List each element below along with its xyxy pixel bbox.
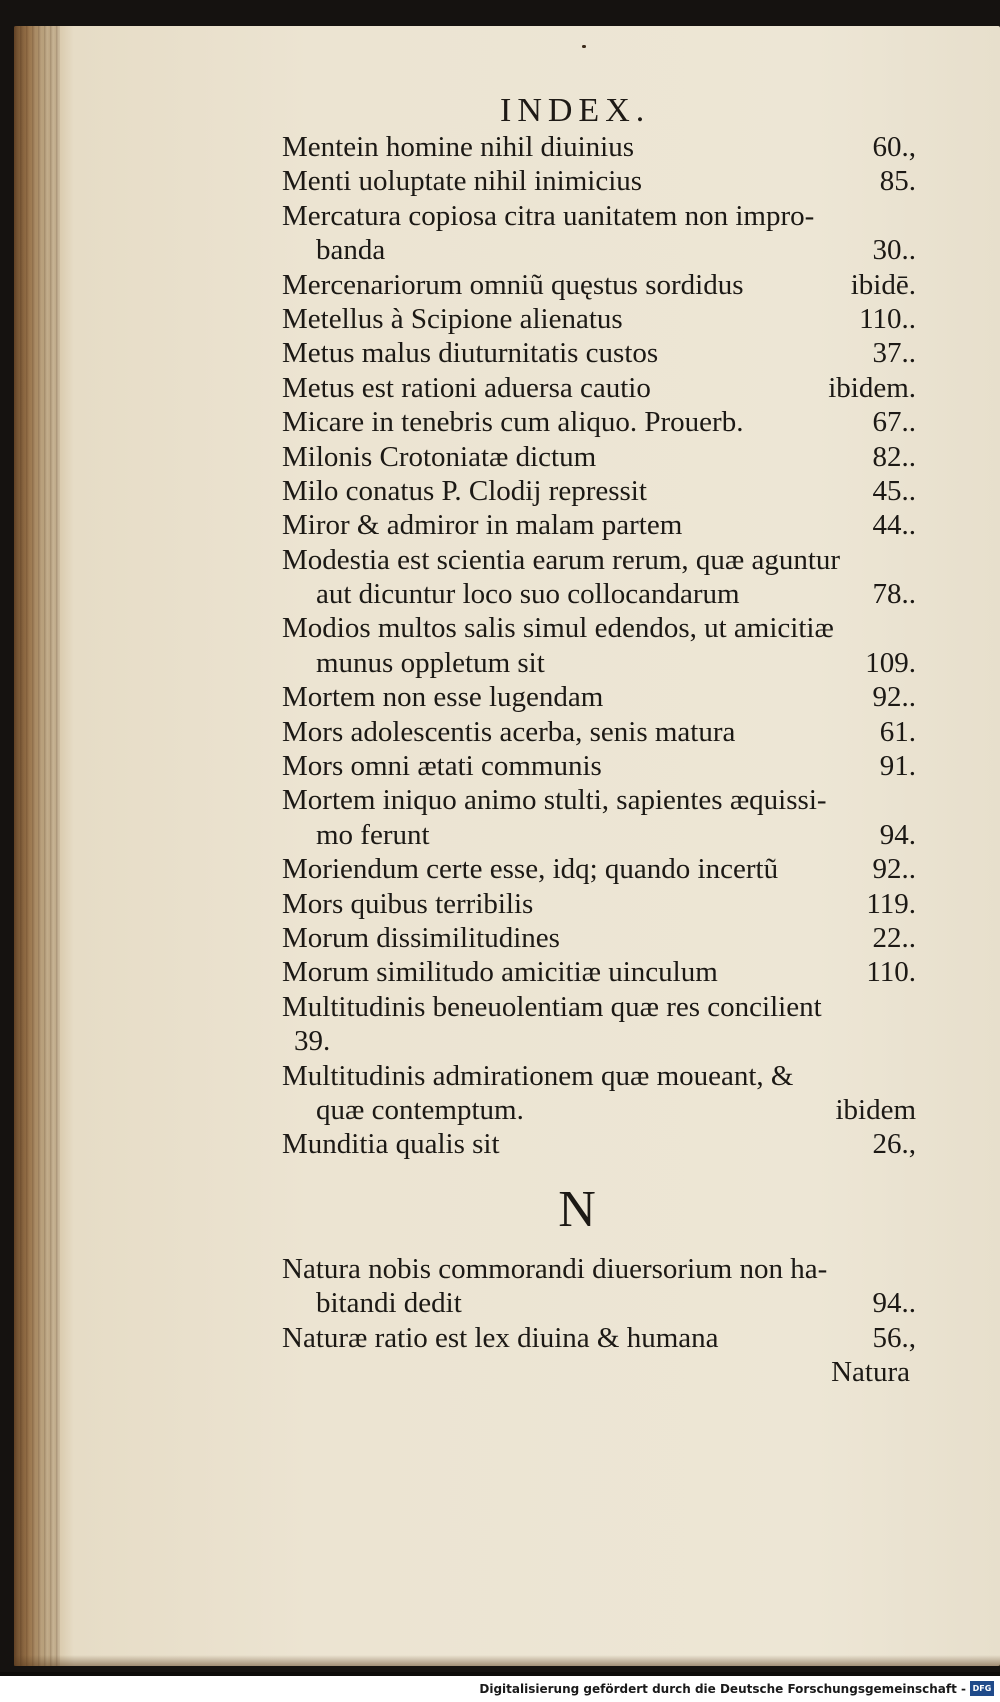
entry-text: Mercenariorum omniũ quęstus sordidus bbox=[282, 268, 744, 301]
page-reference: 91. bbox=[879, 750, 916, 783]
entry-continuation-line bbox=[282, 577, 922, 611]
entry-line bbox=[282, 405, 922, 439]
page-reference: ibidem. bbox=[828, 371, 916, 404]
entry-text: Milo conatus P. Clodij repressit bbox=[282, 474, 647, 507]
index-entry bbox=[282, 543, 922, 612]
catchword: Natura bbox=[831, 1355, 910, 1388]
entry-text: Milonis Crotoniatæ dictum bbox=[282, 440, 597, 473]
index-entry bbox=[282, 405, 922, 439]
entry-line bbox=[282, 1321, 922, 1355]
index-entry bbox=[282, 715, 922, 749]
index-entry bbox=[282, 1321, 922, 1355]
index-entry bbox=[282, 680, 922, 714]
page-reference: 110. bbox=[866, 956, 916, 989]
entry-continuation-line bbox=[282, 818, 922, 852]
index-entry bbox=[282, 749, 922, 783]
entry-text: Mercatura copiosa citra uanitatem non impro- bbox=[282, 199, 815, 232]
entry-line bbox=[282, 990, 922, 1024]
entry-line bbox=[282, 474, 922, 508]
index-entry bbox=[282, 887, 922, 921]
entry-text: bitandi dedit bbox=[316, 1287, 462, 1320]
entry-continuation-line bbox=[282, 1286, 922, 1320]
page-reference: 82.. bbox=[872, 440, 916, 473]
entry-text: Naturæ ratio est lex diuina & humana bbox=[282, 1321, 719, 1354]
entry-text: banda bbox=[316, 234, 386, 267]
index-entry bbox=[282, 199, 922, 268]
entry-text: Mors omni ætati communis bbox=[282, 750, 602, 783]
page-reference: 67.. bbox=[872, 406, 916, 439]
page-reference: 44.. bbox=[872, 509, 916, 542]
entry-text: munus oppletum sit bbox=[316, 646, 545, 679]
entry-line bbox=[282, 1252, 922, 1286]
running-head: INDEX. bbox=[500, 92, 651, 129]
entry-text: Miror & admiror in malam partem bbox=[282, 509, 683, 542]
page-reference: 92.. bbox=[872, 853, 916, 886]
entry-text: Menti uoluptate nihil inimicius bbox=[282, 165, 643, 198]
entry-line bbox=[282, 783, 922, 817]
entry-text: aut dicuntur loco suo collocandarum bbox=[316, 578, 740, 611]
entry-line bbox=[282, 611, 922, 645]
index-entry bbox=[282, 990, 922, 1059]
index-entry bbox=[282, 474, 922, 508]
entry-text: Mors adolescentis acerba, senis matura bbox=[282, 715, 736, 748]
page-reference: 45.. bbox=[872, 474, 916, 507]
page-reference: 30.. bbox=[872, 234, 916, 267]
entry-text: quæ contemptum. bbox=[316, 1093, 524, 1126]
entries-letter-m bbox=[282, 130, 922, 1162]
entry-line bbox=[282, 680, 922, 714]
entries-letter-n bbox=[282, 1252, 922, 1355]
index-entry bbox=[282, 302, 922, 336]
entry-line bbox=[282, 440, 922, 474]
page-reference: 78.. bbox=[872, 578, 916, 611]
entry-line bbox=[282, 852, 922, 886]
entry-text: Metus malus diuturnitatis custos bbox=[282, 337, 659, 370]
page-reference: 92.. bbox=[872, 681, 916, 714]
entry-text: Mortem non esse lugendam bbox=[282, 681, 604, 714]
index-entries bbox=[282, 130, 922, 1389]
section-letter: N bbox=[558, 1180, 596, 1238]
index-entry bbox=[282, 268, 922, 302]
page-reference: 119. bbox=[866, 887, 916, 920]
entry-line bbox=[282, 887, 922, 921]
entry-text: Modestia est scientia earum rerum, quæ aguntur bbox=[282, 543, 841, 576]
entry-text: Multitudinis admirationem quæ moueant, & bbox=[282, 1059, 794, 1092]
entry-line bbox=[282, 749, 922, 783]
entry-line bbox=[282, 371, 922, 405]
entry-line bbox=[282, 508, 922, 542]
entry-continuation-line bbox=[282, 233, 922, 267]
page-reference: 26., bbox=[872, 1128, 916, 1161]
entry-text: Mortem iniquo animo stulti, sapientes æquissi- bbox=[282, 784, 827, 817]
entry-line bbox=[282, 955, 922, 989]
entry-text: Modios multos salis simul edendos, ut amicitiæ bbox=[282, 612, 834, 645]
entry-text: Metellus à Scipione alienatus bbox=[282, 302, 623, 335]
footer-credit: Digitalisierung gefördert durch die Deutsche Forschungsgemeinschaft - bbox=[479, 1682, 966, 1696]
page-reference: 94. bbox=[879, 818, 916, 851]
entry-text: Munditia qualis sit bbox=[282, 1128, 500, 1161]
page-reference: 94.. bbox=[872, 1287, 916, 1320]
index-entry bbox=[282, 611, 922, 680]
dfg-logo: DFG bbox=[970, 1681, 994, 1696]
entry-text: mo ferunt bbox=[316, 818, 430, 851]
entry-text: Morum similitudo amicitiæ uinculum bbox=[282, 956, 718, 989]
index-entry bbox=[282, 1127, 922, 1161]
entry-line bbox=[282, 543, 922, 577]
index-entry bbox=[282, 164, 922, 198]
page-gutter-edge bbox=[14, 26, 60, 1666]
entry-line bbox=[282, 164, 922, 198]
entry-line bbox=[282, 302, 922, 336]
page-reference: 61. bbox=[879, 715, 916, 748]
index-entry bbox=[282, 783, 922, 852]
index-entry bbox=[282, 440, 922, 474]
page-reference: ibidem bbox=[835, 1093, 916, 1126]
entry-line bbox=[282, 1059, 922, 1093]
entry-line bbox=[282, 336, 922, 370]
entry-continuation-line bbox=[282, 1024, 922, 1058]
entry-text: Natura nobis commorandi diuersorium non ha- bbox=[282, 1252, 828, 1285]
entry-text: Metus est rationi aduersa cautio bbox=[282, 371, 651, 404]
page-reference: 22.. bbox=[872, 921, 916, 954]
index-entry bbox=[282, 336, 922, 370]
index-entry bbox=[282, 508, 922, 542]
page-reference: 37.. bbox=[872, 337, 916, 370]
entry-line bbox=[282, 268, 922, 302]
page-reference: 109. bbox=[865, 646, 916, 679]
page-reference: ibidē. bbox=[850, 268, 916, 301]
entry-line bbox=[282, 130, 922, 164]
index-entry bbox=[282, 921, 922, 955]
entry-text: Mors quibus terribilis bbox=[282, 887, 534, 920]
page-reference: 110.. bbox=[859, 302, 916, 335]
index-entry bbox=[282, 1059, 922, 1128]
index-entry bbox=[282, 852, 922, 886]
index-entry bbox=[282, 130, 922, 164]
page-reference: 60., bbox=[872, 131, 916, 163]
entry-line bbox=[282, 715, 922, 749]
index-entry bbox=[282, 1252, 922, 1321]
entry-text: Mentein homine nihil diuinius bbox=[282, 131, 635, 163]
entry-line bbox=[282, 1127, 922, 1161]
entry-text: Multitudinis beneuolentiam quæ res concilient bbox=[282, 990, 822, 1023]
page-reference: 56., bbox=[872, 1321, 916, 1354]
entry-text: Micare in tenebris cum aliquo. Prouerb. bbox=[282, 406, 744, 439]
ink-speck bbox=[582, 45, 586, 48]
entry-text: Morum dissimilitudines bbox=[282, 921, 560, 954]
entry-continuation-line bbox=[282, 1093, 922, 1127]
page-bottom-edge bbox=[14, 1655, 1000, 1666]
page-reference: 85. bbox=[879, 165, 916, 198]
entry-text: Moriendum certe esse, idq; quando incertũ bbox=[282, 853, 779, 886]
entry-line bbox=[282, 921, 922, 955]
entry-continuation-line bbox=[282, 646, 922, 680]
index-entry bbox=[282, 371, 922, 405]
entry-text: 39. bbox=[294, 1025, 331, 1058]
entry-line bbox=[282, 199, 922, 233]
index-entry bbox=[282, 955, 922, 989]
